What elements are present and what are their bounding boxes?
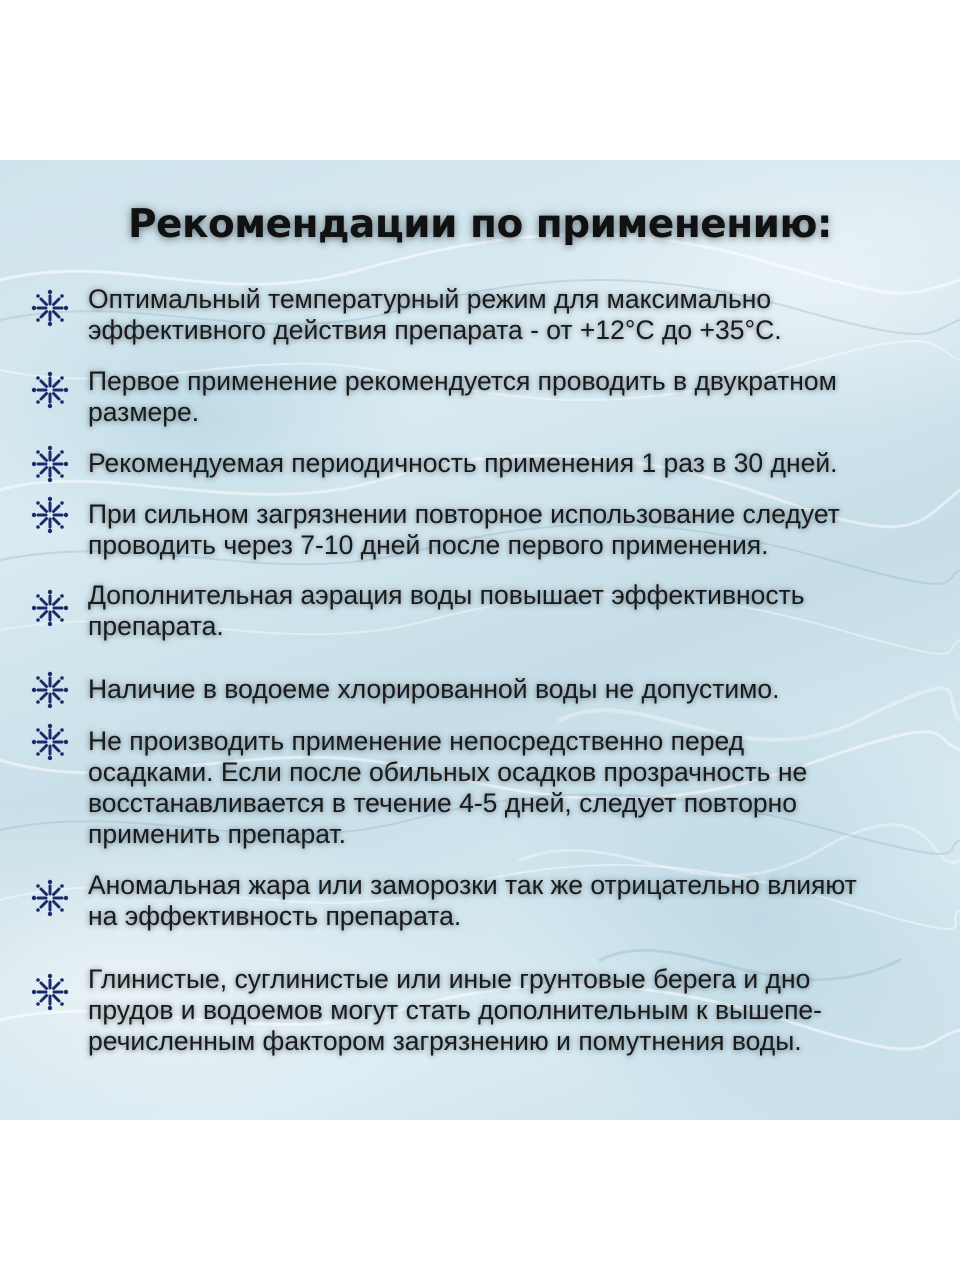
list-item-text: Первое применение рекомендуется проводить в двукратном размере. xyxy=(88,366,837,427)
recommendation-list xyxy=(30,160,945,1120)
snowflake-icon xyxy=(30,288,70,328)
snowflake-icon xyxy=(30,670,70,710)
snowflake-icon xyxy=(30,370,70,410)
snowflake-icon xyxy=(30,972,70,1012)
list-item-text: Аномальная жара или заморозки так же отрицательно влияют на эффективность препарата. xyxy=(88,870,857,931)
page-title: Рекомендации по применению: xyxy=(127,202,833,247)
list-item-text: При сильном загрязнении повторное использование следует проводить через 7-10 дней после первого применения. xyxy=(88,499,840,560)
list-item-text: Рекомендуемая периодичность применения 1 раз в 30 дней. xyxy=(88,448,838,478)
snowflake-icon xyxy=(30,495,70,535)
list-item-text: Наличие в водоеме хлорированной воды не допустимо. xyxy=(88,674,780,704)
list-item-text: Оптимальный температурный режим для максимально эффективного действия препарата - от +12°С до +35°С. xyxy=(88,284,782,345)
snowflake-icon xyxy=(30,722,70,762)
snowflake-icon xyxy=(30,878,70,918)
list-item-text: Глинистые, суглинистые или иные грунтовые берега и дно прудов и водоемов могут стать дополнительным к вышепе- речисленным фактором загрязнению и помутнения воды. xyxy=(88,964,822,1056)
list-item-text: Не производить применение непосредственно перед осадками. Если после обильных осадков прозрачность не восстанавливается в течение 4-5 дней, следует повторно применить препарат. xyxy=(88,726,808,849)
snowflake-icon xyxy=(30,444,70,484)
list-item-text: Дополнительная аэрация воды повышает эффективность препарата. xyxy=(88,580,805,641)
snowflake-icon xyxy=(30,588,70,628)
water-background-panel xyxy=(0,160,960,1120)
